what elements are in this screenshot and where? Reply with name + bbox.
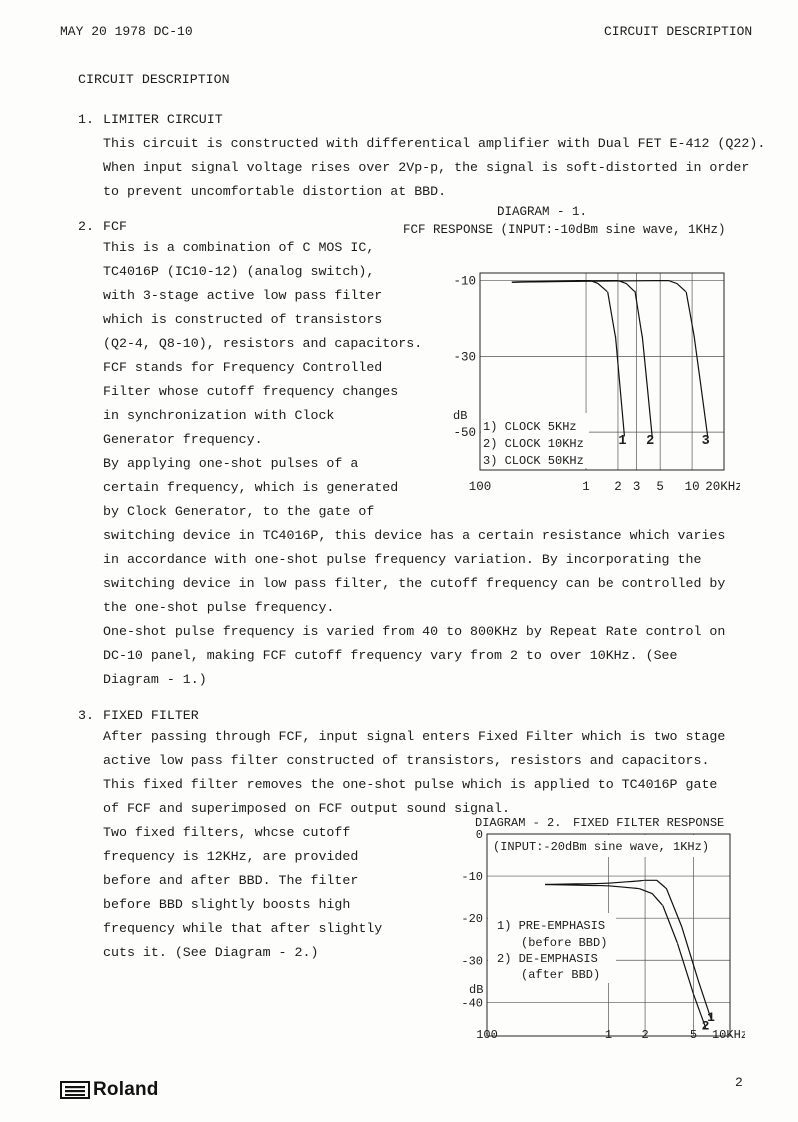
diagram-2-legend-item: (before BBD): [521, 936, 608, 950]
diagram-1-label: DIAGRAM - 1.: [497, 205, 588, 219]
paragraph-line: cuts it. (See Diagram - 2.): [103, 945, 319, 960]
paragraph-line: certain frequency, which is generated: [103, 480, 399, 495]
paragraph-line: active low pass filter constructed of transistors, resistors and capacitors.: [103, 753, 710, 768]
paragraph-line: One-shot pulse frequency is varied from 40 to 800KHz by Repeat Rate control on: [103, 624, 726, 639]
paragraph-line: with 3-stage active low pass filter: [103, 288, 383, 303]
paragraph-line: DC-10 panel, making FCF cutoff frequency vary from 2 to over 10KHz. (See: [103, 648, 678, 663]
roland-logo-wordmark: Roland: [93, 1079, 159, 1100]
y-tick-label: 0: [475, 828, 483, 842]
y-tick-label: -10: [453, 274, 476, 289]
paragraph-line: Generator frequency.: [103, 432, 263, 447]
diagram-1-ylabel: dB: [453, 409, 468, 423]
response-curve-1: [512, 281, 625, 436]
x-tick-label: 100: [468, 480, 492, 494]
x-tick-label: 5: [689, 1028, 698, 1042]
x-tick-label: 5: [656, 480, 664, 494]
diagram-2-legend-item: 1) PRE-EMPHASIS: [497, 919, 606, 933]
page-title: CIRCUIT DESCRIPTION: [78, 72, 230, 87]
curve-marker-3: 3: [701, 433, 710, 449]
section-1-heading: LIMITER CIRCUIT: [103, 112, 223, 127]
diagram-2-legend-item: 2) DE-EMPHASIS: [497, 952, 598, 966]
diagram-1-legend-item: 3) CLOCK 50KHz: [483, 454, 584, 468]
diagram-1-chart: [395, 200, 740, 500]
x-tick-label: 1: [604, 1028, 613, 1042]
section-2-number: 2.: [78, 219, 94, 234]
y-tick-label: -50: [453, 426, 476, 441]
paragraph-line: Two fixed filters, whcse cutoff: [103, 825, 351, 840]
paragraph-line: When input signal voltage rises over 2Vp-p, the signal is soft-distorted in order: [103, 160, 750, 175]
paragraph-line: This fixed filter removes the one-shot pulse which is applied to TC4016P gate: [103, 777, 718, 792]
diagram-2-ylabel: dB: [469, 983, 484, 997]
header-section-title: CIRCUIT DESCRIPTION: [604, 24, 753, 39]
paragraph-line: frequency while that after slightly: [103, 921, 383, 936]
x-tick-label: 3: [632, 480, 641, 494]
diagram-2-subtitle: (INPUT:-20dBm sine wave, 1KHz): [493, 840, 710, 854]
paragraph-line: switching device in TC4016P, this device has a certain resistance which varies: [103, 528, 726, 543]
diagram-2-plot: [445, 812, 745, 1046]
diagram-2-title: FIXED FILTER RESPONSE: [573, 816, 725, 830]
x-tick-label: 100: [476, 1028, 498, 1042]
x-tick-label: 20KHz: [705, 480, 740, 494]
paragraph-line: by Clock Generator, to the gate of: [103, 504, 375, 519]
header-doc-id: MAY 20 1978 DC-10: [60, 24, 193, 39]
x-tick-label: 2: [641, 1028, 649, 1042]
curve-marker-1: 1: [618, 433, 627, 449]
paragraph-line: After passing through FCF, input signal enters Fixed Filter which is two stage: [103, 729, 726, 744]
paragraph-line: switching device in low pass filter, the cutoff frequency can be controlled by: [103, 576, 726, 591]
curve-marker-1: 1: [707, 1010, 715, 1026]
paragraph-line: By applying one-shot pulses of a: [103, 456, 359, 471]
section-3-number: 3.: [78, 708, 94, 723]
paragraph-line: in accordance with one-shot pulse frequency variation. By incorporating the: [103, 552, 702, 567]
x-tick-label: 1: [582, 480, 590, 494]
paragraph-line: the one-shot pulse frequency.: [103, 600, 335, 615]
paragraph-line: to prevent uncomfortable distortion at BBD.: [103, 184, 447, 199]
y-tick-label: -10: [461, 870, 483, 885]
y-tick-label: -30: [453, 350, 476, 365]
paragraph-line: TC4016P (IC10-12) (analog switch),: [103, 264, 375, 279]
paragraph-line: of FCF and superimposed on FCF output sound signal.: [103, 801, 510, 816]
diagram-2-legend-item: (after BBD): [521, 968, 601, 982]
section-2-heading: FCF: [103, 219, 127, 234]
paragraph-line: This is a combination of C MOS IC,: [103, 240, 375, 255]
x-tick-label: 10: [684, 480, 700, 494]
curve-marker-2: 2: [701, 1018, 710, 1034]
paragraph-line: Filter whose cutoff frequency changes: [103, 384, 399, 399]
roland-logo-icon: [60, 1081, 90, 1099]
response-curve-2: [512, 281, 652, 436]
page-number: 2: [735, 1075, 743, 1090]
diagram-2-chart: [445, 812, 745, 1046]
section-3-heading: FIXED FILTER: [103, 708, 199, 723]
section-1-number: 1.: [78, 112, 94, 127]
y-tick-label: -20: [461, 912, 483, 927]
y-tick-label: -40: [461, 996, 483, 1011]
paragraph-line: which is constructed of transistors: [103, 312, 383, 327]
diagram-1-plot: [395, 200, 740, 500]
paragraph-line: This circuit is constructed with differentical amplifier with Dual FET E-412 (Q22).: [103, 136, 766, 151]
paragraph-line: in synchronization with Clock: [103, 408, 335, 423]
x-tick-label: 10KHz: [711, 1028, 745, 1042]
x-tick-label: 2: [614, 480, 622, 494]
paragraph-line: before BBD slightly boosts high: [103, 897, 351, 912]
diagram-2-label: DIAGRAM - 2.: [475, 816, 562, 830]
paragraph-line: frequency is 12KHz, are provided: [103, 849, 359, 864]
curve-marker-2: 2: [646, 433, 655, 449]
paragraph-line: FCF stands for Frequency Controlled: [103, 360, 383, 375]
diagram-1-title: FCF RESPONSE (INPUT:-10dBm sine wave, 1KHz): [403, 223, 726, 237]
roland-logo: [60, 1079, 159, 1101]
paragraph-line: Diagram - 1.): [103, 672, 207, 687]
paragraph-line: before and after BBD. The filter: [103, 873, 359, 888]
paragraph-line: (Q2-4, Q8-10), resistors and capacitors.: [103, 336, 423, 351]
diagram-1-legend-item: 2) CLOCK 10KHz: [483, 437, 584, 451]
diagram-1-legend-item: 1) CLOCK 5KHz: [483, 420, 577, 434]
y-tick-label: -30: [461, 954, 483, 969]
